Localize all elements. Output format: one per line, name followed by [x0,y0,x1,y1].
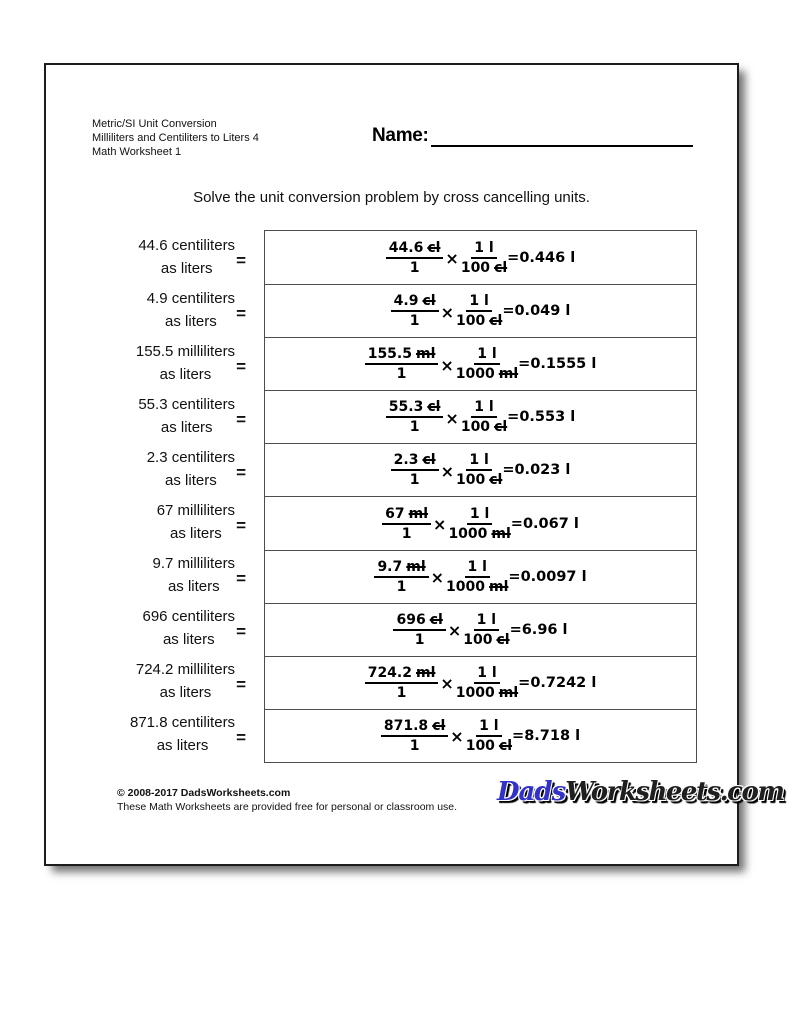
multiply-sign: × [433,515,447,535]
fraction-2 [448,506,510,542]
worksheet-page [44,63,784,866]
equation-box [265,656,696,709]
problem-label [46,283,246,336]
equation [265,231,696,284]
equation-box [265,550,696,603]
equation-result [518,675,596,691]
equation-box [265,496,696,549]
copyright-text: © 2008-2017 DadsWorksheets.com [117,787,291,799]
fraction-1-denominator: 1 [409,737,420,754]
name-blank-line [431,123,693,147]
result-equals-sign: = [508,568,521,585]
problem-label [46,708,246,761]
result-value: 8.718 l [524,727,581,744]
result-value: 0.0097 l [520,568,587,585]
fraction-1-denominator: 1 [414,631,425,648]
fraction-1 [393,612,445,648]
worksheet-header [92,117,259,159]
fraction-2-denominator [456,365,518,382]
fraction-2-denominator [456,684,518,701]
problem-label-lines [147,446,235,492]
fraction-2-denominator-value: 1000 [455,366,495,383]
equation-box [265,231,696,284]
fraction-2-numerator: 1 l [471,399,496,418]
multiply-sign: × [445,249,459,269]
fraction-1-denominator: 1 [409,472,420,489]
equation-box [265,284,696,337]
fraction-2-denominator [456,471,502,488]
problem-as-liters-text: as liters [160,418,213,436]
fraction-1-cancelled-unit: cl [429,611,443,628]
result-equals-sign: = [509,621,522,638]
name-label: Name: [372,125,429,146]
fraction-1-numerator-value: 67 [385,505,405,522]
fraction-2 [446,559,508,595]
result-equals-sign: = [510,515,523,532]
fraction-1-numerator [365,346,439,365]
multiply-sign: × [440,461,454,481]
fraction-1-denominator: 1 [409,259,420,276]
fraction-2-cancelled-unit: ml [491,525,511,542]
header-line-1: Metric/SI Unit Conversion [92,118,217,130]
problem-label-lines [157,499,235,545]
equation-boxes-column [264,230,697,763]
fraction-2-denominator-value: 100 [465,737,495,754]
fraction-2-numerator: 1 l [465,559,490,578]
fraction-2 [456,665,518,701]
problem-as-liters-text: as liters [165,312,217,330]
problem-quantity-text: 55.3 centiliters [138,395,236,413]
fraction-1-numerator-value: 2.3 [393,452,419,469]
problem-quantity-text: 155.5 milliliters [135,342,236,360]
equation-result [502,462,570,478]
result-value: 0.067 l [522,515,579,532]
fraction-2-denominator [456,312,502,329]
fraction-1-denominator: 1 [396,578,407,595]
multiply-sign: × [450,727,464,747]
fraction-1-numerator-value: 871.8 [383,717,429,734]
equation [265,444,696,496]
problem-as-liters-text: as liters [159,365,212,383]
equation-result [508,569,586,585]
fraction-1 [381,718,448,754]
fraction-1-cancelled-unit: cl [422,293,436,310]
label-equals-sign: = [236,516,246,536]
fraction-2 [461,399,507,435]
fraction-2-numerator: 1 l [474,612,499,631]
fraction-1-denominator: 1 [401,525,412,542]
problem-label-lines [136,658,235,704]
equation-result [507,250,575,266]
problem-quantity-text: 696 centiliters [142,608,236,626]
fraction-2-denominator-value: 100 [455,313,486,330]
problem-label-lines [138,234,235,280]
fraction-2-cancelled-unit: cl [489,313,503,330]
fraction-1 [374,559,428,595]
label-equals-sign: = [236,622,246,642]
header-line-2: Milliliters and Centiliters to Liters 4 [92,132,259,144]
fraction-2-numerator: 1 l [466,452,491,471]
result-equals-sign: = [502,303,515,320]
fraction-2-numerator: 1 l [466,293,491,312]
fraction-2-denominator [461,259,507,276]
fraction-1-denominator: 1 [409,419,420,436]
fraction-1-cancelled-unit: ml [416,664,436,681]
problem-label [46,336,246,389]
problem-label [46,549,246,602]
label-equals-sign: = [236,569,246,589]
equation [265,391,696,443]
fraction-1-numerator [381,718,448,737]
fraction-1-numerator-value: 44.6 [388,239,424,256]
fraction-2-denominator-value: 100 [455,472,486,489]
equation [265,285,696,337]
fraction-2-cancelled-unit: cl [494,259,508,276]
multiply-sign: × [445,408,459,428]
fraction-2 [466,718,512,754]
fraction-2-numerator: 1 l [467,506,492,525]
problem-as-liters-text: as liters [159,684,212,702]
result-value: 0.553 l [519,409,576,426]
problem-label [46,230,246,283]
fraction-2 [461,240,507,276]
equation [265,551,696,603]
problem-label-lines [153,552,236,598]
fraction-1-denominator: 1 [396,684,407,701]
fraction-2-denominator-value: 100 [460,419,491,436]
equation-result [511,516,579,532]
problem-quantity-text: 2.3 centiliters [146,448,236,466]
fraction-1-cancelled-unit: cl [427,239,441,256]
multiply-sign: × [430,568,445,588]
fraction-2-denominator-value: 1000 [455,684,495,701]
result-equals-sign: = [507,249,520,266]
fraction-1-cancelled-unit: cl [432,717,446,734]
fraction-2-cancelled-unit: ml [498,684,519,701]
result-equals-sign: = [502,462,515,479]
equation-box [265,390,696,443]
fraction-1-numerator [386,399,444,418]
header-line-3: Math Worksheet 1 [92,146,182,158]
fraction-2 [456,346,518,382]
fraction-2-numerator: 1 l [471,240,496,259]
result-equals-sign: = [518,674,531,691]
fraction-1-cancelled-unit: cl [427,399,441,416]
label-equals-sign: = [236,250,246,270]
fraction-2-cancelled-unit: cl [496,631,510,648]
problem-label-lines [130,711,235,757]
result-equals-sign: = [512,727,525,744]
fraction-1-numerator [386,240,444,259]
multiply-sign: × [447,621,462,641]
fraction-2 [463,612,509,648]
result-value: 0.1555 l [530,356,597,373]
problem-quantity-text: 871.8 centiliters [130,714,236,732]
fraction-1-numerator-value: 155.5 [367,346,412,363]
fraction-1-numerator [374,559,428,578]
fraction-2-denominator-value: 1000 [448,525,488,542]
fraction-1-numerator-value: 696 [396,611,426,628]
dadsworksheets-logo [497,777,784,807]
fraction-2-numerator: 1 l [474,346,499,365]
license-text: These Math Worksheets are provided free for personal or classroom use. [117,801,458,813]
problem-as-liters-text: as liters [156,737,209,755]
equation [265,497,696,549]
result-equals-sign: = [518,356,531,373]
fraction-1-numerator-value: 55.3 [388,399,424,416]
problem-label [46,602,246,655]
problem-quantity-text: 44.6 centiliters [138,236,236,254]
fraction-1 [391,293,439,329]
problem-label-lines [143,605,236,651]
problem-label-lines [147,287,235,333]
equation-box [265,603,696,656]
fraction-2-denominator-value: 100 [460,259,491,276]
equation-box [265,337,696,390]
fraction-2-denominator-value: 1000 [446,578,486,595]
result-value: 0.049 l [514,303,571,320]
equation [265,657,696,709]
fraction-1-denominator: 1 [396,366,407,383]
fraction-1-cancelled-unit: ml [408,505,429,522]
equation-box [265,443,696,496]
name-row [372,123,693,147]
fraction-1-numerator [393,612,445,631]
problem-label [46,495,246,548]
fraction-2-denominator [463,631,509,648]
fraction-1 [365,346,439,382]
multiply-sign: × [440,355,454,375]
fraction-1 [382,506,431,542]
equation-result [512,728,580,744]
label-equals-sign: = [236,728,246,748]
fraction-2 [456,293,502,329]
problem-quantity-text: 9.7 milliliters [152,555,236,573]
fraction-2-denominator [461,418,507,435]
result-value: 6.96 l [521,621,568,638]
fraction-2-cancelled-unit: cl [494,419,508,436]
fraction-1-cancelled-unit: ml [406,558,426,575]
label-equals-sign: = [236,675,246,695]
problem-quantity-text: 4.9 centiliters [146,289,236,307]
fraction-1-numerator [365,665,439,684]
fraction-1-cancelled-unit: ml [416,346,436,363]
problem-labels-column [46,230,246,761]
result-value: 0.7242 l [530,674,597,691]
multiply-sign: × [440,674,454,694]
problem-as-liters-text: as liters [160,259,213,277]
problem-label-lines [136,340,235,386]
fraction-1-numerator [391,452,439,471]
fraction-2-cancelled-unit: ml [489,578,509,595]
fraction-2-denominator [466,737,512,754]
fraction-1-numerator-value: 9.7 [377,558,403,575]
result-equals-sign: = [507,409,520,426]
result-value: 0.446 l [519,249,576,266]
problem-label-lines [138,393,235,439]
fraction-2-numerator: 1 l [474,665,499,684]
logo-worksheets-com: Worksheets.com [565,777,784,807]
problem-label [46,655,246,708]
fraction-1-denominator: 1 [409,313,420,330]
fraction-1 [365,665,439,701]
problem-label [46,389,246,442]
label-equals-sign: = [236,356,246,376]
fraction-1-numerator [382,506,431,525]
label-equals-sign: = [236,303,246,323]
equation [265,710,696,762]
footer-credits [117,786,457,814]
problem-as-liters-text: as liters [170,525,222,543]
label-equals-sign: = [236,409,246,429]
problem-as-liters-text: as liters [162,631,215,649]
equation-result [518,356,596,372]
problem-as-liters-text: as liters [167,578,220,596]
problem-label [46,442,246,495]
fraction-2-denominator [446,578,508,595]
fraction-2-cancelled-unit: cl [498,737,513,754]
instruction-text: Solve the unit conversion problem by cross cancelling units. [193,189,590,206]
fraction-1 [386,399,444,435]
fraction-2 [456,452,502,488]
label-equals-sign: = [236,462,246,482]
fraction-2-denominator [448,525,510,542]
fraction-1 [391,452,439,488]
logo-dads: Dads [497,777,566,807]
fraction-2-numerator: 1 l [476,718,501,737]
equation-result [507,409,575,425]
fraction-1 [386,240,444,276]
equation-result [502,303,570,319]
fraction-2-cancelled-unit: cl [489,472,503,489]
equation [265,604,696,656]
equation-result [510,622,568,638]
fraction-1-numerator [391,293,439,312]
problem-as-liters-text: as liters [165,471,217,489]
problem-quantity-text: 67 milliliters [156,502,236,520]
multiply-sign: × [440,302,454,322]
fraction-1-cancelled-unit: cl [422,452,436,469]
problem-quantity-text: 724.2 milliliters [135,661,236,679]
fraction-1-numerator-value: 724.2 [367,664,412,681]
equation [265,338,696,390]
equation-box [265,709,696,762]
fraction-2-cancelled-unit: ml [498,366,519,383]
fraction-2-denominator-value: 100 [463,631,493,648]
result-value: 0.023 l [514,462,571,479]
fraction-1-numerator-value: 4.9 [393,293,419,310]
